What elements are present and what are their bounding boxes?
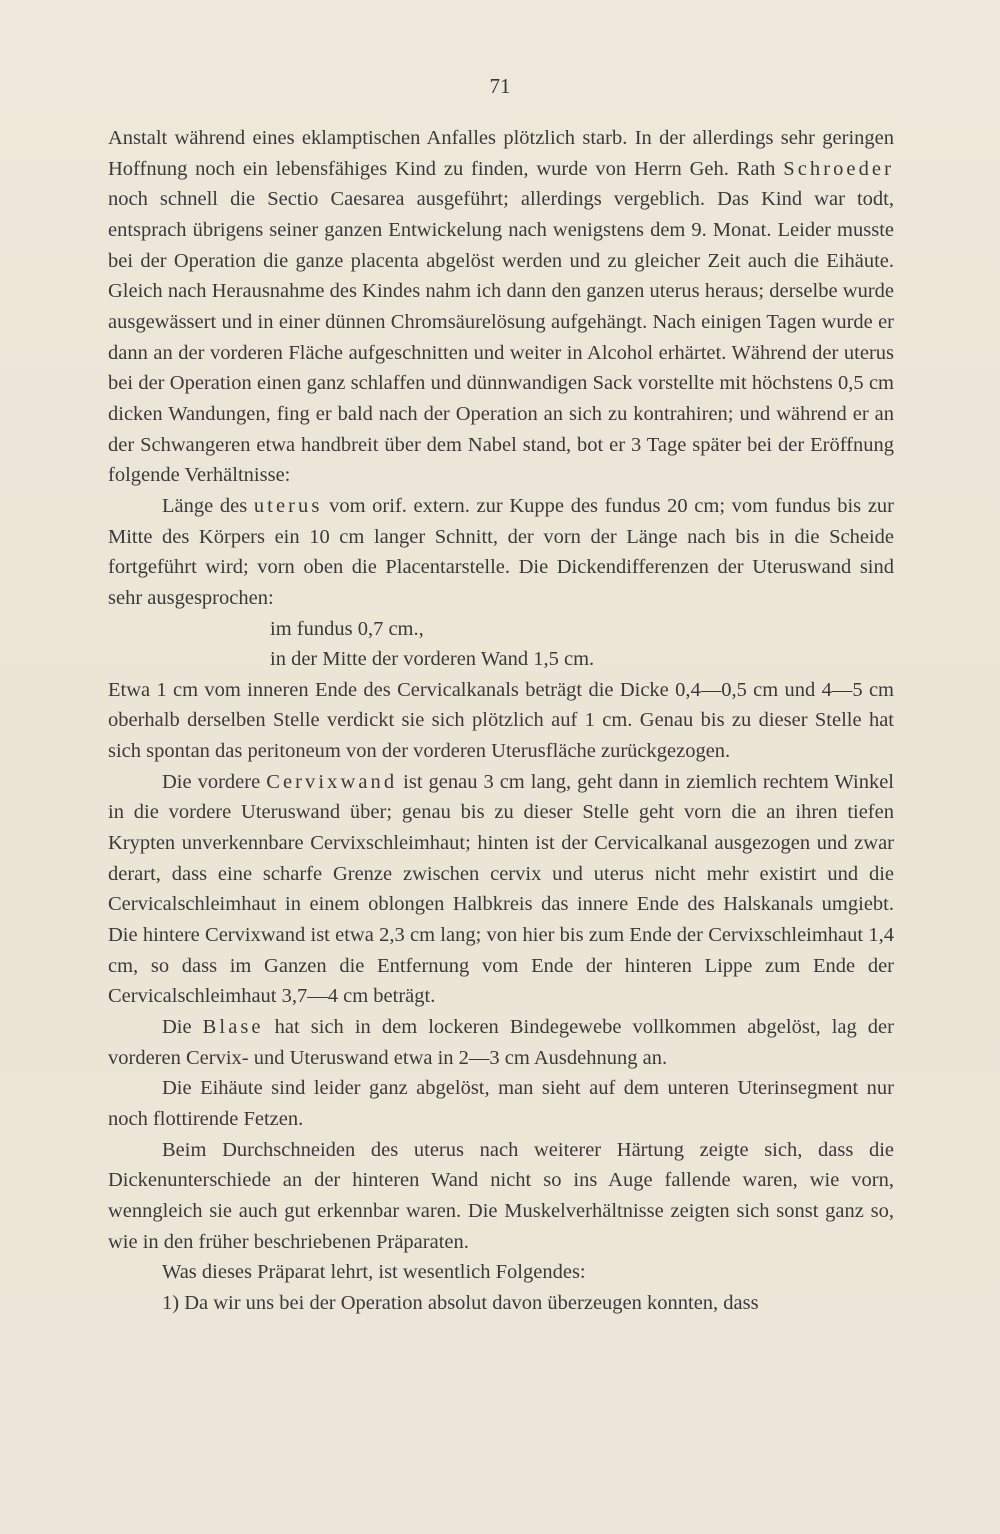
page-number: 71 <box>489 74 511 98</box>
paragraph-4 <box>108 767 894 1012</box>
paragraph-7: Beim Durchschneiden des uterus nach weiterer Härtung zeigte sich, dass die Dickenunterschiede an der hinteren Wand nicht so ins Auge fallende waren, wie vorn, wenngleich sie auch gut erkennbar waren. Die Muskelverhältnisse zeigten sich sonst ganz so, wie in den früher beschriebenen Präparaten. <box>108 1138 894 1253</box>
paragraph-1-text-b: noch schnell die Sectio Caesarea ausgeführt; allerdings vergeblich. Das Kind war todt, entsprach übrigens seiner ganzen Entwickelung nach wenigstens dem 9. Monat. Leider musste bei der Operation die ganze placenta abgelöst werden und zu gleicher Zeit auch die Eihäute. Gleich nach Herausnahme des Kindes nahm ich dann den ganzen uterus heraus; derselbe wurde ausgewässert und in einer dünnen Chromsäurelösung aufgehängt. Nach einigen Tagen wurde er dann an der vorderen Fläche aufgeschnitten und weiter in Alcohol erhärtet. Während der uterus bei der Operation einen ganz schlaffen und dünnwandigen Sack vorstellte mit höchstens 0,5 cm dicken Wandungen, fing er bald nach der Operation an sich zu kontrahiren; und während er an der Schwangeren etwa handbreit über dem Nabel stand, bot er 3 Tage später bei der Eröffnung folgende Verhältnisse: <box>108 188 894 487</box>
paragraph-5-text-b: hat sich in dem lockeren Bindegewebe vollkommen abgelöst, lag der vorderen Cervix- und Uteruswand etwa in 2—3 cm Ausdehnung an. <box>108 1016 894 1069</box>
paragraph-2 <box>108 491 894 614</box>
spaced-term-cervixwand: Cervixwand <box>266 770 398 793</box>
paragraph-4-text-a: Die vordere <box>162 770 267 793</box>
paragraph-9: 1) Da wir uns bei der Operation absolut davon überzeugen konnten, dass <box>162 1291 759 1314</box>
paragraph-1-text-a: Anstalt während eines eklamptischen Anfalles plötzlich starb. In der allerdings sehr geringen Hoffnung noch ein lebensfähiges Kind zu finden, wurde von Herrn Geh. Rath <box>108 127 894 180</box>
spaced-name-schroeder: Schroeder <box>783 157 894 180</box>
paragraph-2-text-a: Länge des <box>162 494 254 517</box>
paragraph-5-text-a: Die <box>162 1016 203 1039</box>
paragraph-4-text-b: ist genau 3 cm lang, geht dann in ziemlich rechtem Winkel in die vordere Uteruswand über; genau bis zu dieser Stelle geht vorn die an ihren tiefen Krypten unverkennbare Cervixschleimhaut; hinten ist der Cervicalkanal ausgezogen und zwar derart, dass eine scharfe Grenze zwischen cervix und uterus nicht mehr existirt und die Cervicalschleimhaut in einem oblongen Halbkreis das innere Ende des Halskanals umgiebt. Die hintere Cervixwand ist etwa 2,3 cm lang; von hier bis zum Ende der Cervixschleimhaut 1,4 cm, so dass im Ganzen die Entfernung vom Ende der hinteren Lippe zum Ende der Cervicalschleimhaut 3,7—4 cm beträgt. <box>108 770 894 1008</box>
measurement-line-middle: in der Mitte der vorderen Wand 1,5 cm. <box>270 648 595 671</box>
measurement-line-fundus: im fundus 0,7 cm., <box>270 617 424 640</box>
paragraph-3: Etwa 1 cm vom inneren Ende des Cervicalkanals beträgt die Dicke 0,4—0,5 cm und 4—5 cm oberhalb derselben Stelle verdickt sie sich plötzlich auf 1 cm. Genau bis zu dieser Stelle hat sich spontan das peritoneum von der vorderen Uterusfläche zurückgezogen. <box>108 678 894 763</box>
spaced-term-blase: Blase <box>202 1016 264 1039</box>
paragraph-8: Was dieses Präparat lehrt, ist wesentlich Folgendes: <box>162 1261 586 1284</box>
paragraph-5 <box>108 1012 894 1073</box>
paragraph-6: Die Eihäute sind leider ganz abgelöst, man sieht auf dem unteren Uterinsegment nur noch flottirende Fetzen. <box>108 1077 894 1130</box>
paragraph-1 <box>108 123 894 491</box>
spaced-term-uterus: uterus <box>253 494 323 517</box>
body-text <box>108 123 894 1319</box>
paragraph-2-text-b: vom orif. extern. zur Kuppe des fundus 20 cm; vom fundus bis zur Mitte des Körpers ein 10 cm langer Schnitt, der vorn der Länge nach bis in die Scheide fortgeführt wird; vorn oben die Placentarstelle. Die Dickendifferenzen der Uteruswand sind sehr ausgesprochen: <box>108 494 894 609</box>
